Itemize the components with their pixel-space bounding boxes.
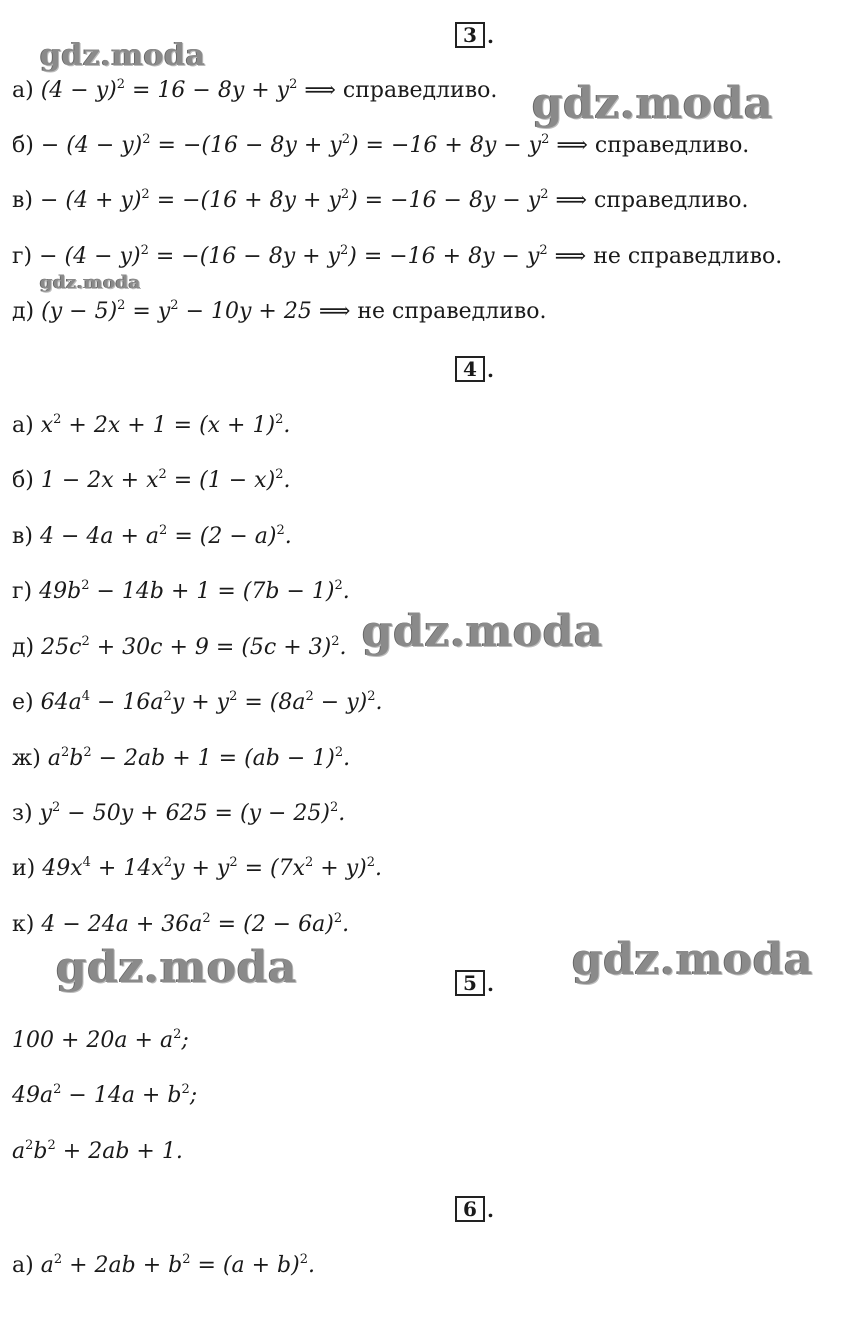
s5-item-1: $100 + 20a + a^2$; bbox=[12, 1027, 189, 1053]
watermark-2: gdz.moda bbox=[532, 78, 774, 129]
s4-item-z: з) $y^2 - 50y + 625 = (y - 25)^2$. bbox=[12, 800, 346, 826]
watermark-4: gdz.moda bbox=[362, 606, 604, 657]
s5-item-3: $a^2b^2 + 2ab + 1$. bbox=[12, 1138, 183, 1164]
section-number: 3 bbox=[455, 22, 485, 48]
section-number: 4 bbox=[455, 356, 485, 382]
s4-item-d: д) $25c^2 + 30c + 9 = (5c + 3)^2$. bbox=[12, 634, 347, 660]
section-number: 5 bbox=[455, 970, 485, 996]
section-3-header: 3 . bbox=[455, 20, 494, 48]
s4-item-i: и) $49x^4 + 14x^2y + y^2 = (7x^2 + y)^2$. bbox=[12, 855, 383, 881]
s3-item-d: д) $(y - 5)^2 = y^2 - 10y + 25$ ⟹ не справедливо. bbox=[12, 298, 547, 324]
s4-item-v: в) $4 - 4a + a^2 = (2 - a)^2$. bbox=[12, 523, 292, 549]
section-4-header: 4 . bbox=[455, 354, 494, 382]
section-6-header: 6 . bbox=[455, 1194, 494, 1222]
s4-item-zh: ж) $a^2b^2 - 2ab + 1 = (ab - 1)^2$. bbox=[12, 745, 351, 771]
s4-item-b: б) $1 - 2x + x^2 = (1 - x)^2$. bbox=[12, 467, 291, 493]
section-5-header: 5 . bbox=[455, 968, 494, 996]
s3-item-g: $г) - (4 - y)^2 = -(16 - 8y + y^2) = -16 + 8y - y^2$ ⟹ не справедливо. bbox=[12, 243, 783, 269]
watermark-5: gdz.moda bbox=[56, 942, 298, 993]
section-number: 6 bbox=[455, 1196, 485, 1222]
s3-item-b: $б) - (4 - y)^2 = -(16 - 8y + y^2) = -16 + 8y - y^2$ ⟹ справедливо. bbox=[12, 132, 750, 158]
s5-item-2: $49a^2 - 14a + b^2$; bbox=[12, 1082, 198, 1108]
s4-item-e: е) $64a^4 - 16a^2y + y^2 = (8a^2 - y)^2$. bbox=[12, 689, 383, 715]
watermark-6: gdz.moda bbox=[572, 934, 814, 985]
s4-item-a: а) $x^2 + 2x + 1 = (x + 1)^2$. bbox=[12, 412, 291, 438]
watermark-3: gdz.moda bbox=[40, 272, 141, 293]
watermark-1: gdz.moda bbox=[40, 38, 206, 73]
s4-item-k: к) $4 - 24a + 36a^2 = (2 - 6a)^2$. bbox=[12, 911, 350, 937]
s4-item-g: г) $49b^2 - 14b + 1 = (7b - 1)^2$. bbox=[12, 578, 350, 604]
s3-item-v: $в) - (4 + y)^2 = -(16 + 8y + y^2) = -16 - 8y - y^2$ ⟹ справедливо. bbox=[12, 187, 749, 213]
s6-item-a: а) $a^2 + 2ab + b^2 = (a + b)^2$. bbox=[12, 1252, 316, 1278]
s3-item-a: а) $(4 - y)^2 = 16 - 8y + y^2$ ⟹ справедливо. bbox=[12, 77, 498, 103]
